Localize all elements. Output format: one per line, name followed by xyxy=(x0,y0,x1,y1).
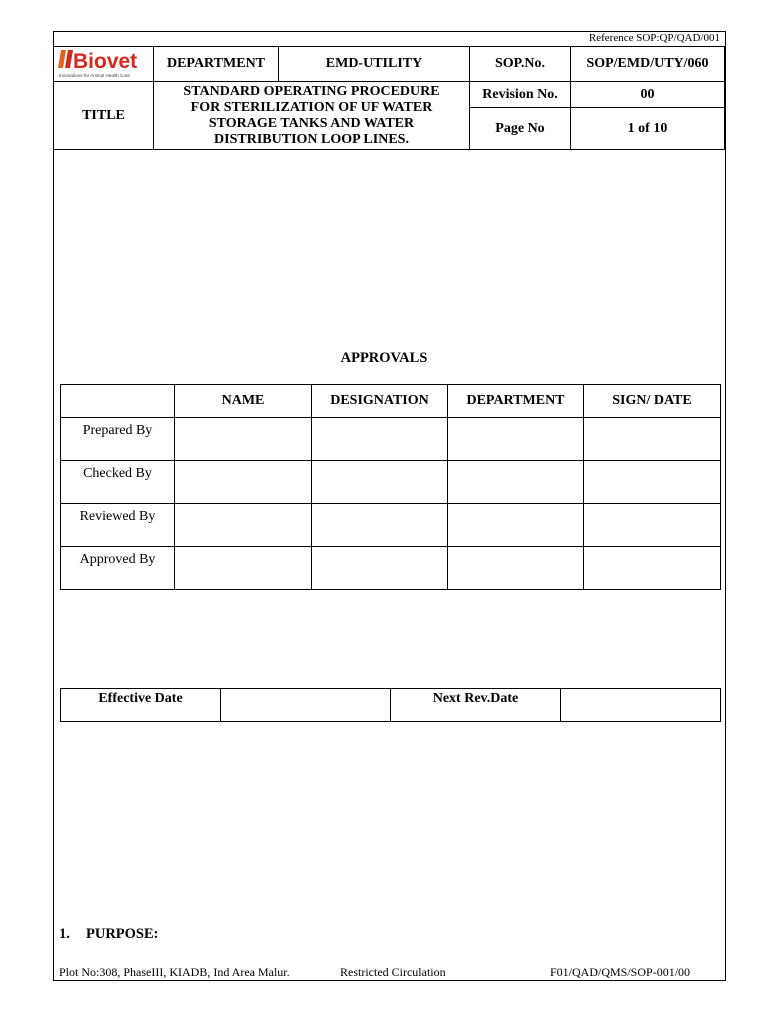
logo-tagline: Innovations for Animal Health Care xyxy=(58,73,130,78)
footer-circulation: Restricted Circulation xyxy=(340,965,446,979)
prepared-name-cell[interactable] xyxy=(175,418,312,461)
title-line: STORAGE TANKS AND WATER xyxy=(208,115,415,131)
row-label-prepared-by: Prepared By xyxy=(61,418,175,461)
next-rev-date-value[interactable] xyxy=(561,689,721,722)
table-row xyxy=(61,504,721,547)
reviewed-department-cell[interactable] xyxy=(448,504,584,547)
footer-form-number: F01/QAD/QMS/SOP-001/00 xyxy=(550,965,691,979)
logo-wordmark: Biovet xyxy=(72,50,137,73)
page-value: 1 of 10 xyxy=(571,108,725,150)
column-header-sign-date: SIGN/ DATE xyxy=(584,385,721,418)
logo-mark-orange xyxy=(58,50,66,68)
section-number: 1. xyxy=(59,926,70,942)
company-logo-cell xyxy=(54,47,154,82)
revision-value: 00 xyxy=(571,82,725,108)
prepared-designation-cell[interactable] xyxy=(312,418,448,461)
approved-sign-date-cell[interactable] xyxy=(584,547,721,590)
effective-date-value[interactable] xyxy=(221,689,391,722)
title-line: STANDARD OPERATING PROCEDURE xyxy=(183,83,440,99)
approved-department-cell[interactable] xyxy=(448,547,584,590)
footer-address: Plot No:308, PhaseIII, KIADB, Ind Area Malur. xyxy=(59,965,290,979)
logo-mark-red xyxy=(65,50,73,68)
reference-number: Reference SOP:QP/QAD/001 xyxy=(588,32,720,44)
section-heading-purpose xyxy=(59,926,159,943)
document-title xyxy=(154,82,470,150)
table-row xyxy=(61,547,721,590)
revision-label: Revision No. xyxy=(470,82,571,108)
approvals-table xyxy=(60,384,721,590)
checked-department-cell[interactable] xyxy=(448,461,584,504)
table-row xyxy=(61,461,721,504)
effective-date-label: Effective Date xyxy=(61,689,221,722)
column-header-department: DEPARTMENT xyxy=(448,385,584,418)
checked-sign-date-cell[interactable] xyxy=(584,461,721,504)
column-header xyxy=(61,385,175,418)
reviewed-sign-date-cell[interactable] xyxy=(584,504,721,547)
approved-designation-cell[interactable] xyxy=(312,547,448,590)
page-label: Page No xyxy=(470,108,571,150)
document-header-table xyxy=(53,46,725,150)
title-label: TITLE xyxy=(54,82,154,150)
reviewed-designation-cell[interactable] xyxy=(312,504,448,547)
prepared-department-cell[interactable] xyxy=(448,418,584,461)
title-line: DISTRIBUTION LOOP LINES. xyxy=(214,131,409,147)
department-value: EMD-UTILITY xyxy=(279,47,470,82)
reviewed-name-cell[interactable] xyxy=(175,504,312,547)
biovet-logo xyxy=(58,47,150,81)
next-rev-date-label: Next Rev.Date xyxy=(391,689,561,722)
prepared-sign-date-cell[interactable] xyxy=(584,418,721,461)
department-label: DEPARTMENT xyxy=(154,47,279,82)
checked-designation-cell[interactable] xyxy=(312,461,448,504)
row-label-checked-by: Checked By xyxy=(61,461,175,504)
column-header-designation: DESIGNATION xyxy=(312,385,448,418)
sop-no-label: SOP.No. xyxy=(470,47,571,82)
row-label-approved-by: Approved By xyxy=(61,547,175,590)
approved-name-cell[interactable] xyxy=(175,547,312,590)
sop-no-value: SOP/EMD/UTY/060 xyxy=(571,47,725,82)
dates-table xyxy=(60,688,721,722)
column-header-name: NAME xyxy=(175,385,312,418)
table-row xyxy=(61,418,721,461)
checked-name-cell[interactable] xyxy=(175,461,312,504)
section-title: PURPOSE: xyxy=(86,926,159,942)
approvals-heading: APPROVALS xyxy=(340,350,428,366)
title-line: FOR STERILIZATION OF UF WATER xyxy=(190,99,433,115)
row-label-reviewed-by: Reviewed By xyxy=(61,504,175,547)
